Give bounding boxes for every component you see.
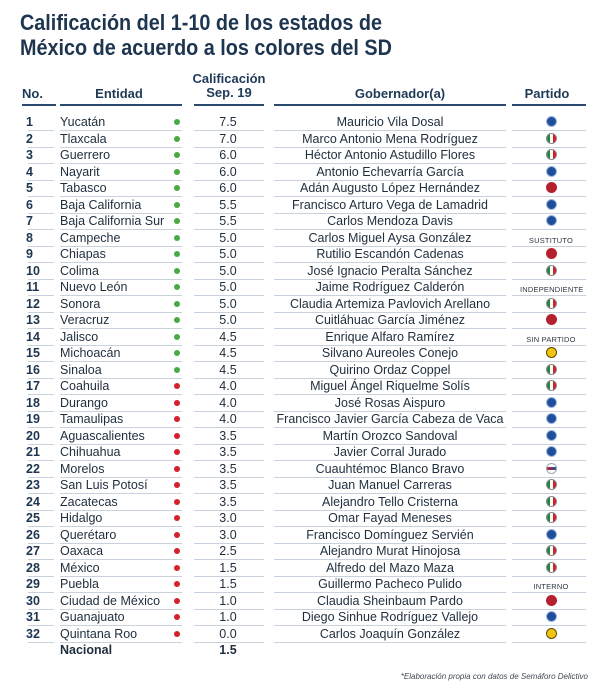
party-cell	[520, 164, 582, 180]
header-entidad: Entidad	[95, 86, 143, 101]
table-row	[0, 560, 606, 577]
party-cell	[520, 147, 582, 163]
status-dot-red	[174, 548, 180, 554]
pan-icon	[546, 116, 557, 127]
row-number: 18	[26, 395, 40, 410]
state-name: Sinaloa	[60, 362, 102, 377]
morena-icon	[546, 314, 557, 325]
row-number: 30	[26, 593, 40, 608]
state-name: Jalisco	[60, 329, 99, 344]
table-row	[0, 461, 606, 478]
row-number: 19	[26, 412, 40, 426]
status-dot-red	[174, 383, 180, 389]
pri-icon	[546, 298, 557, 309]
pan-icon	[546, 413, 557, 424]
status-dot-green	[174, 334, 180, 340]
state-name: Hidalgo	[60, 511, 103, 525]
status-dot-green	[174, 235, 180, 241]
score-value: 7.5	[219, 115, 237, 129]
header-no: No.	[22, 86, 43, 101]
governor-name: Omar Fayad Meneses	[328, 511, 452, 525]
governor-name: Mauricio Vila Dosal	[336, 115, 444, 129]
status-dot-green	[174, 284, 180, 290]
table-row	[0, 345, 606, 362]
governor-name: Antonio Echevarría García	[316, 164, 464, 179]
pri-icon	[546, 496, 557, 507]
governor-name: Carlos Joaquín González	[319, 626, 461, 641]
party-cell	[520, 395, 582, 411]
header-partido: Partido	[524, 86, 570, 101]
row-number: 7	[26, 214, 33, 228]
status-dot-red	[174, 581, 180, 587]
row-number: 31	[26, 610, 40, 624]
state-name: Michoacán	[60, 346, 121, 360]
table-row	[0, 626, 606, 643]
header-divider-gobernador	[274, 104, 506, 106]
state-name: Oaxaca	[60, 544, 104, 558]
party-cell	[520, 609, 582, 625]
header-calificacion	[186, 72, 272, 100]
state-name: Nuevo León	[60, 280, 128, 294]
governor-name: José Ignacio Peralta Sánchez	[307, 263, 473, 278]
score-value: 6.0	[219, 148, 237, 162]
table-row	[0, 213, 606, 230]
governor-name: Diego Sinhue Rodríguez Vallejo	[301, 610, 479, 624]
row-number: 9	[26, 247, 33, 261]
status-dot-red	[174, 400, 180, 406]
governor-name: Adán Augusto López Hernández	[300, 181, 480, 195]
state-name: Campeche	[60, 230, 121, 245]
state-name: Tamaulipas	[60, 412, 124, 426]
state-name: Baja California	[60, 197, 142, 212]
total-score: 1.5	[219, 643, 237, 657]
party-cell	[520, 312, 582, 328]
status-dot-red	[174, 433, 180, 439]
pan-icon	[546, 430, 557, 441]
score-value: 2.5	[219, 544, 237, 558]
table-row	[0, 477, 606, 494]
status-dot-red	[174, 416, 180, 422]
party-cell	[520, 197, 582, 213]
row-number: 21	[26, 445, 40, 459]
party-cell	[520, 428, 582, 444]
status-dot-red	[174, 482, 180, 488]
governor-name: Claudia Artemiza Pavlovich Arellano	[289, 296, 491, 311]
party-cell	[520, 263, 582, 279]
pan-icon	[546, 529, 557, 540]
governor-name: Héctor Antonio Astudillo Flores	[304, 148, 476, 162]
party-cell	[520, 494, 582, 510]
state-name: México	[60, 560, 100, 575]
governor-name: Rutilio Escandón Cadenas	[316, 247, 464, 261]
party-label: INDEPENDIENTE	[520, 285, 584, 294]
row-number: 4	[26, 164, 33, 179]
governor-name: Guillermo Pacheco Pulido	[318, 577, 462, 591]
status-dot-green	[174, 119, 180, 125]
party-cell	[520, 626, 582, 642]
pan-icon	[546, 166, 557, 177]
title-line-2: México de acuerdo a los colores del SD	[20, 35, 392, 60]
party-cell	[520, 560, 582, 576]
pri-icon	[546, 479, 557, 490]
score-value: 4.0	[219, 412, 237, 426]
score-value: 3.5	[219, 494, 237, 509]
score-value: 6.0	[219, 181, 237, 195]
state-name: Chihuahua	[60, 445, 121, 459]
governor-name: Silvano Aureoles Conejo	[321, 346, 459, 360]
row-number: 2	[26, 131, 33, 146]
state-name: Durango	[60, 395, 108, 410]
score-value: 5.5	[219, 214, 237, 228]
table-row	[0, 180, 606, 197]
row-number: 24	[26, 494, 40, 509]
score-value: 4.5	[219, 362, 237, 377]
party-cell	[520, 543, 582, 559]
page-title	[20, 10, 533, 60]
header-divider-no	[22, 104, 56, 106]
row-number: 20	[26, 428, 40, 443]
table-row	[0, 312, 606, 329]
total-row	[0, 642, 606, 659]
row-number: 6	[26, 197, 33, 212]
party-label: SIN PARTIDO	[526, 334, 576, 344]
pri-icon	[546, 512, 557, 523]
state-name: Aguascalientes	[60, 428, 145, 443]
pri-icon	[546, 562, 557, 573]
governor-name: Miguel Ángel Riquelme Solís	[310, 379, 470, 393]
footnote: *Elaboración propia con datos de Semáforo Delictivo	[400, 672, 588, 681]
row-number: 27	[26, 544, 40, 558]
governor-name: Enrique Alfaro Ramírez	[325, 329, 455, 344]
state-name: Guerrero	[60, 148, 111, 162]
pri-icon	[546, 545, 557, 556]
pri-icon	[546, 364, 557, 375]
status-dot-green	[174, 218, 180, 224]
score-value: 4.0	[219, 379, 237, 393]
score-value: 3.0	[219, 527, 237, 542]
status-dot-green	[174, 169, 180, 175]
morena-icon	[546, 182, 557, 193]
governor-name: Juan Manuel Carreras	[328, 478, 452, 492]
state-name: Morelos	[60, 461, 105, 476]
row-number: 14	[26, 329, 40, 344]
score-value: 1.5	[219, 577, 237, 591]
state-name: San Luis Potosí	[60, 478, 148, 492]
status-dot-green	[174, 268, 180, 274]
pri-icon	[546, 149, 557, 160]
prd-icon	[546, 628, 557, 639]
score-value: 1.0	[219, 610, 237, 624]
table-row	[0, 329, 606, 346]
table-row	[0, 494, 606, 511]
governor-name: Alejandro Tello Cristerna	[322, 494, 458, 509]
score-value: 3.5	[219, 445, 237, 459]
party-cell	[520, 411, 582, 427]
score-value: 5.0	[219, 313, 237, 327]
pri-icon	[546, 265, 557, 276]
score-value: 4.5	[219, 329, 237, 344]
table-row	[0, 444, 606, 461]
score-value: 5.0	[219, 230, 237, 245]
pan-icon	[546, 611, 557, 622]
row-number: 29	[26, 577, 40, 591]
party-cell	[520, 510, 582, 526]
state-name: Veracruz	[60, 313, 110, 327]
state-name: Guanajuato	[60, 610, 125, 624]
row-number: 3	[26, 148, 33, 162]
status-dot-red	[174, 598, 180, 604]
party-cell	[520, 329, 582, 345]
header-divider-partido	[512, 104, 586, 106]
pes-icon	[546, 463, 557, 474]
score-value: 4.5	[219, 346, 237, 360]
state-name: Querétaro	[60, 527, 117, 542]
score-value: 5.0	[219, 263, 237, 278]
party-cell	[520, 279, 582, 295]
pan-icon	[546, 199, 557, 210]
table-row	[0, 296, 606, 313]
state-name: Colima	[60, 263, 99, 278]
state-name: Ciudad de México	[60, 593, 161, 608]
governor-name: Francisco Javier García Cabeza de Vaca	[276, 412, 504, 426]
table-row	[0, 576, 606, 593]
table-row	[0, 279, 606, 296]
table-row	[0, 197, 606, 214]
pri-icon	[546, 133, 557, 144]
row-number: 32	[26, 626, 40, 641]
score-value: 7.0	[219, 131, 237, 146]
row-number: 23	[26, 478, 40, 492]
row-number: 11	[26, 280, 40, 294]
status-dot-green	[174, 136, 180, 142]
state-name: Tlaxcala	[60, 131, 107, 146]
row-number: 26	[26, 527, 40, 542]
table-row	[0, 428, 606, 445]
table-row	[0, 263, 606, 280]
governor-name: Jaime Rodríguez Calderón	[315, 280, 465, 294]
party-cell	[520, 114, 582, 130]
party-label: INTERNO	[533, 582, 569, 591]
row-number: 10	[26, 263, 40, 278]
status-dot-green	[174, 185, 180, 191]
score-value: 0.0	[219, 626, 237, 641]
header-divider-calificacion	[194, 104, 264, 106]
party-cell	[520, 131, 582, 147]
state-name: Tabasco	[60, 181, 107, 195]
state-name: Yucatán	[60, 115, 106, 129]
header-calificacion-line-2: Sep. 19	[206, 85, 252, 100]
state-name: Coahuila	[60, 379, 110, 393]
governor-name: José Rosas Aispuro	[334, 395, 446, 410]
governor-name: Martín Orozco Sandoval	[322, 428, 458, 443]
status-dot-green	[174, 202, 180, 208]
table-row	[0, 230, 606, 247]
status-dot-green	[174, 350, 180, 356]
governor-name: Alfredo del Mazo Maza	[326, 560, 454, 575]
row-number: 15	[26, 346, 40, 360]
row-number: 12	[26, 296, 40, 311]
governor-name: Francisco Arturo Vega de Lamadrid	[292, 197, 488, 212]
score-value: 1.0	[219, 593, 237, 608]
governor-name: Carlos Mendoza Davis	[327, 214, 453, 228]
status-dot-green	[174, 367, 180, 373]
party-cell	[520, 593, 582, 609]
table-row	[0, 609, 606, 626]
row-number: 16	[26, 362, 40, 377]
party-cell	[520, 576, 582, 592]
title-line-1: Calificación del 1-10 de los estados de	[20, 10, 383, 35]
state-name: Chiapas	[60, 247, 106, 261]
party-cell	[520, 213, 582, 229]
status-dot-green	[174, 152, 180, 158]
party-cell	[520, 461, 582, 477]
party-cell	[520, 378, 582, 394]
status-dot-red	[174, 499, 180, 505]
score-value: 5.0	[219, 280, 237, 294]
table-row	[0, 411, 606, 428]
state-name: Puebla	[60, 577, 99, 591]
status-dot-red	[174, 466, 180, 472]
row-number: 1	[26, 115, 33, 129]
header-calificacion-line-1: Calificación	[192, 71, 266, 86]
row-number: 17	[26, 379, 40, 393]
table-row	[0, 147, 606, 164]
status-dot-red	[174, 532, 180, 538]
score-value: 1.5	[219, 560, 237, 575]
state-name: Sonora	[60, 296, 101, 311]
party-cell	[520, 345, 582, 361]
party-cell	[520, 246, 582, 262]
score-value: 3.5	[219, 461, 237, 476]
status-dot-red	[174, 631, 180, 637]
pan-icon	[546, 446, 557, 457]
total-label: Nacional	[60, 643, 113, 657]
party-cell	[520, 362, 582, 378]
header-divider-entidad	[60, 104, 182, 106]
table-row	[0, 395, 606, 412]
status-dot-red	[174, 614, 180, 620]
row-number: 5	[26, 181, 33, 195]
party-cell	[520, 527, 582, 543]
table-row	[0, 593, 606, 610]
morena-icon	[546, 595, 557, 606]
status-dot-red	[174, 515, 180, 521]
state-name: Quintana Roo	[60, 626, 138, 641]
score-value: 3.5	[219, 478, 237, 492]
state-name: Baja California Sur	[60, 214, 165, 228]
score-value: 4.0	[219, 395, 237, 410]
state-name: Nayarit	[60, 164, 100, 179]
pri-icon	[546, 380, 557, 391]
state-name: Zacatecas	[60, 494, 118, 509]
prd-icon	[546, 347, 557, 358]
governor-name: Claudia Sheinbaum Pardo	[317, 593, 463, 608]
governor-name: Cuitláhuac García Jiménez	[314, 313, 466, 327]
party-cell	[520, 444, 582, 460]
party-cell	[520, 230, 582, 246]
row-number: 22	[26, 461, 40, 476]
table-row	[0, 527, 606, 544]
status-dot-red	[174, 449, 180, 455]
row-number: 8	[26, 230, 33, 245]
header-gobernador: Gobernador(a)	[354, 86, 446, 101]
party-cell	[520, 296, 582, 312]
status-dot-green	[174, 317, 180, 323]
score-value: 3.0	[219, 511, 237, 525]
table-row	[0, 131, 606, 148]
governor-name: Francisco Domínguez Servién	[306, 527, 474, 542]
status-dot-red	[174, 565, 180, 571]
status-dot-green	[174, 251, 180, 257]
table-row	[0, 114, 606, 131]
party-cell	[520, 180, 582, 196]
row-number: 25	[26, 511, 40, 525]
governor-name: Carlos Miguel Aysa González	[308, 230, 472, 245]
party-label: SUSTITUTO	[528, 235, 574, 245]
table-row	[0, 378, 606, 395]
score-value: 5.0	[219, 296, 237, 311]
table-row	[0, 246, 606, 263]
governor-name: Alejandro Murat Hinojosa	[319, 544, 461, 558]
score-value: 6.0	[219, 164, 237, 179]
governor-name: Marco Antonio Mena Rodríguez	[302, 131, 478, 146]
morena-icon	[546, 248, 557, 259]
row-number: 28	[26, 560, 40, 575]
score-value: 5.0	[219, 247, 237, 261]
table-row	[0, 164, 606, 181]
table-row	[0, 362, 606, 379]
governor-name: Quirino Ordaz Coppel	[329, 362, 451, 377]
pan-icon	[546, 215, 557, 226]
governor-name: Javier Corral Jurado	[333, 445, 447, 459]
status-dot-green	[174, 301, 180, 307]
table-row	[0, 543, 606, 560]
table-row	[0, 510, 606, 527]
score-value: 3.5	[219, 428, 237, 443]
pan-icon	[546, 397, 557, 408]
score-value: 5.5	[219, 197, 237, 212]
party-cell	[520, 477, 582, 493]
governor-name: Cuauhtémoc Blanco Bravo	[315, 461, 465, 476]
row-number: 13	[26, 313, 40, 327]
